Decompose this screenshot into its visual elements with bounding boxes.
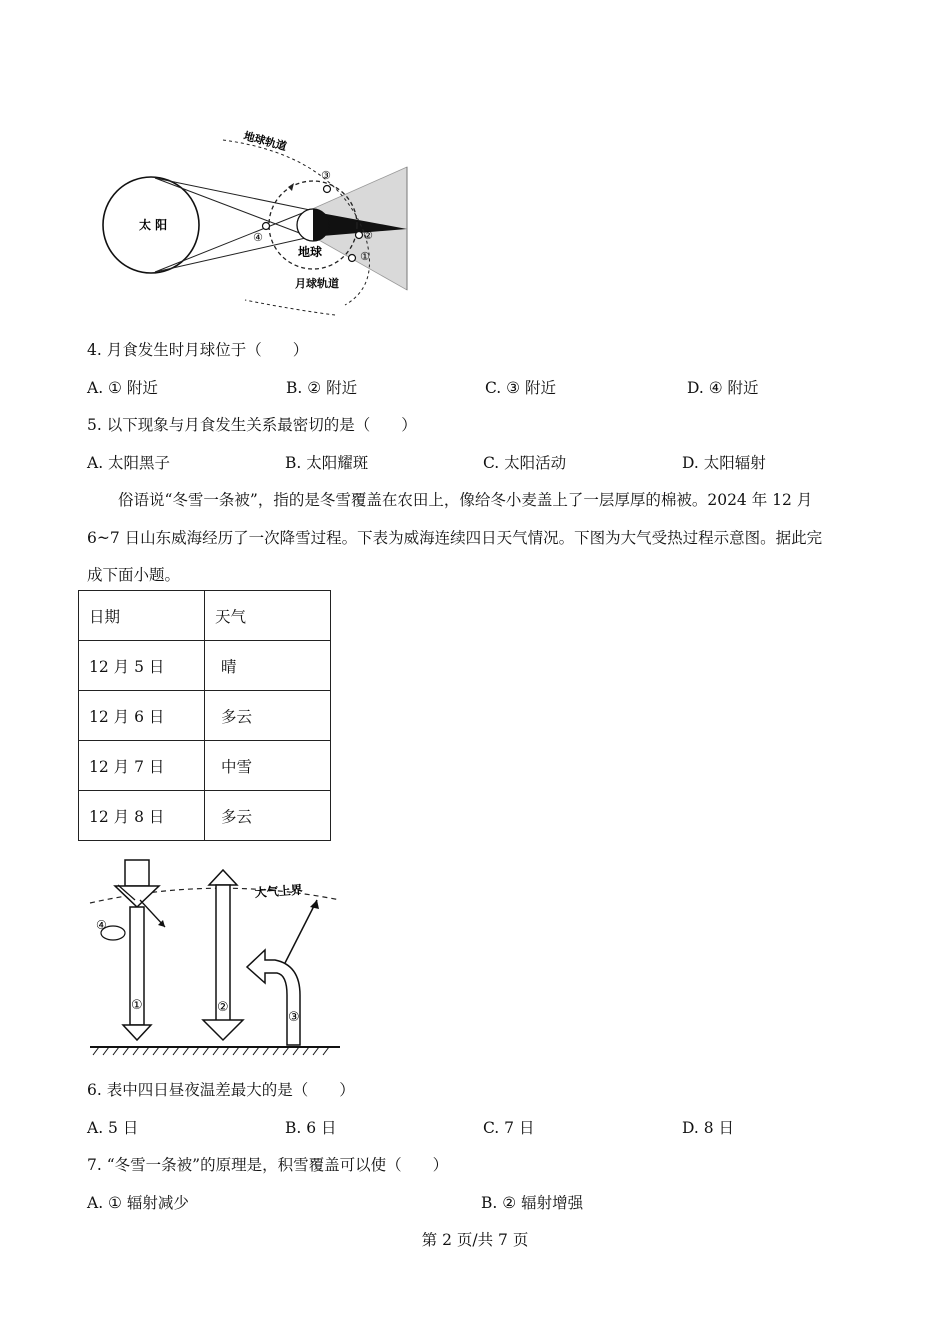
- q4-option-d[interactable]: D. ④ 附近: [687, 379, 759, 397]
- q7-option-a[interactable]: A. ① 辐射减少: [87, 1194, 189, 1212]
- atmosphere-heating-diagram: [85, 855, 350, 1060]
- position-3-label: ③: [321, 169, 331, 182]
- page-footer: 第 2 页/共 7 页: [421, 1231, 529, 1249]
- q6-option-b[interactable]: B. 6 日: [285, 1119, 337, 1137]
- atmosphere-top-label: 大气上界: [254, 882, 304, 900]
- table-row: [79, 691, 331, 741]
- cell-weather: 中雪: [205, 741, 331, 791]
- q6-option-a[interactable]: A. 5 日: [87, 1119, 139, 1137]
- passage-line-1: 俗语说“冬雪一条被”，指的是冬雪覆盖在农田上，像给冬小麦盖上了一层厚厚的棉被。2024 年 12 月: [118, 491, 813, 509]
- passage-line-3: 成下面小题。: [87, 566, 181, 584]
- table-row: [79, 641, 331, 691]
- table-row: [79, 791, 331, 841]
- q4-option-b[interactable]: B. ② 附近: [286, 379, 358, 397]
- eclipse-diagram: [95, 125, 425, 325]
- table-row: [79, 741, 331, 791]
- q5-option-d[interactable]: D. 太阳辐射: [682, 454, 766, 472]
- q7-stem: 7. “冬雪一条被”的原理是，积雪覆盖可以使（ ）: [87, 1156, 449, 1174]
- arrow-3-label: ③: [288, 1010, 300, 1025]
- cell-weather: 多云: [205, 691, 331, 741]
- header-date: 日期: [79, 591, 205, 641]
- q5-option-c[interactable]: C. 太阳活动: [483, 454, 567, 472]
- passage-line-2: 6~7 日山东威海经历了一次降雪过程。下表为威海连续四日天气情况。下图为大气受热过程示意图。据此完: [87, 529, 823, 547]
- cell-date: 12 月 8 日: [79, 791, 205, 841]
- q4-option-a[interactable]: A. ① 附近: [87, 379, 158, 397]
- q6-option-c[interactable]: C. 7 日: [483, 1119, 535, 1137]
- arrow-1-label: ①: [131, 998, 143, 1013]
- cell-weather: 晴: [205, 641, 331, 691]
- arrow-4-label: ④: [96, 918, 107, 932]
- q5-option-b[interactable]: B. 太阳耀斑: [285, 454, 369, 472]
- q4-stem: 4. 月食发生时月球位于（ ）: [87, 341, 309, 359]
- cell-date: 12 月 5 日: [79, 641, 205, 691]
- q6-stem: 6. 表中四日昼夜温差最大的是（ ）: [87, 1081, 355, 1099]
- q5-stem: 5. 以下现象与月食发生关系最密切的是（ ）: [87, 416, 417, 434]
- position-4-label: ④: [253, 231, 263, 244]
- position-1-label: ①: [360, 250, 370, 263]
- position-2-label: ②: [363, 229, 373, 242]
- cell-weather: 多云: [205, 791, 331, 841]
- cell-date: 12 月 6 日: [79, 691, 205, 741]
- q6-option-d[interactable]: D. 8 日: [682, 1119, 735, 1137]
- table-header-row: [79, 591, 331, 641]
- moon-orbit-label: 月球轨道: [295, 277, 339, 290]
- arrow-2-label: ②: [217, 1000, 229, 1015]
- header-weather: 天气: [205, 591, 331, 641]
- cell-date: 12 月 7 日: [79, 741, 205, 791]
- weather-table: [78, 590, 331, 841]
- q7-option-b[interactable]: B. ② 辐射增强: [481, 1194, 584, 1212]
- q4-option-c[interactable]: C. ③ 附近: [485, 379, 556, 397]
- earth-orbit-label: 地球轨道: [242, 129, 289, 154]
- q5-option-a[interactable]: A. 太阳黑子: [87, 454, 171, 472]
- sun-label: 太 阳: [139, 218, 168, 232]
- earth-label: 地球: [298, 245, 323, 259]
